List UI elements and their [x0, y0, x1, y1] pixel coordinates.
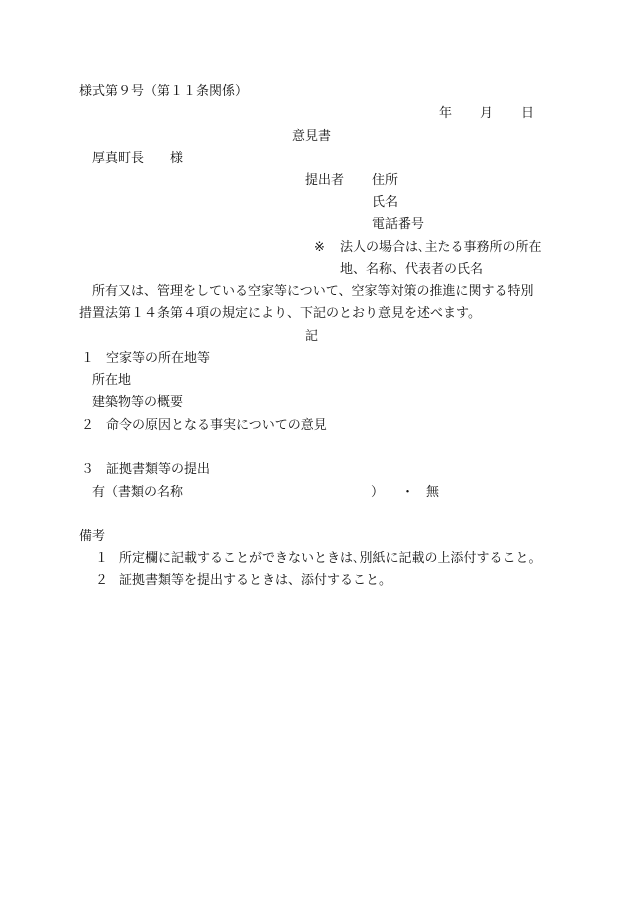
remark-2-text: 証拠書類等を提出するときは、添付すること。: [119, 573, 393, 588]
item-1-subitem-building-summary: 建築物等の概要: [92, 395, 184, 410]
item-1-number: １: [81, 351, 95, 366]
item-3-number: ３: [81, 462, 95, 477]
evidence-option-separator: ・: [401, 485, 415, 500]
remark-1-number: １: [95, 551, 109, 566]
remark-1-text: 所定欄に記載することができないときは､別紙に記載の上添付すること。: [119, 551, 542, 566]
addressee: 厚真町長 様: [92, 151, 184, 166]
intro-text-line2: 措置法第１４条第４項の規定により、下記のとおり意見を述べます。: [79, 306, 481, 321]
date-day-label: 日: [521, 106, 535, 121]
item-2-number: ２: [81, 418, 95, 433]
item-1-title: 空家等の所在地等: [106, 351, 211, 366]
submitter-address-label: 住所: [372, 173, 399, 188]
submitter-phone-label: 電話番号: [372, 217, 425, 232]
remark-2-number: ２: [95, 573, 109, 588]
remarks-title: 備考: [79, 529, 106, 544]
evidence-option-no: 無: [426, 485, 440, 500]
item-2-title: 命令の原因となる事実についての意見: [106, 418, 327, 433]
corporate-note-mark: ※: [314, 240, 325, 255]
intro-text-line1: 所有又は、管理をしている空家等について、空家等対策の推進に関する特別: [92, 284, 534, 299]
submitter-label: 提出者: [305, 173, 345, 188]
document-title: 意見書: [292, 129, 332, 144]
evidence-option-yes: 有（書類の名称: [92, 485, 184, 500]
item-3-title: 証拠書類等の提出: [106, 462, 211, 477]
form-number: 様式第９号（第１１条関係）: [79, 84, 249, 99]
date-month-label: 月: [480, 106, 494, 121]
item-1-subitem-location: 所在地: [92, 373, 132, 388]
corporate-note-line2: 地、名称、代表者の氏名: [340, 262, 484, 277]
date-year-label: 年: [439, 106, 453, 121]
ki-heading: 記: [305, 329, 319, 344]
evidence-option-close-paren: ）: [371, 485, 385, 500]
corporate-note-line1: 法人の場合は､主たる事務所の所在: [340, 240, 542, 255]
submitter-name-label: 氏名: [372, 195, 399, 210]
